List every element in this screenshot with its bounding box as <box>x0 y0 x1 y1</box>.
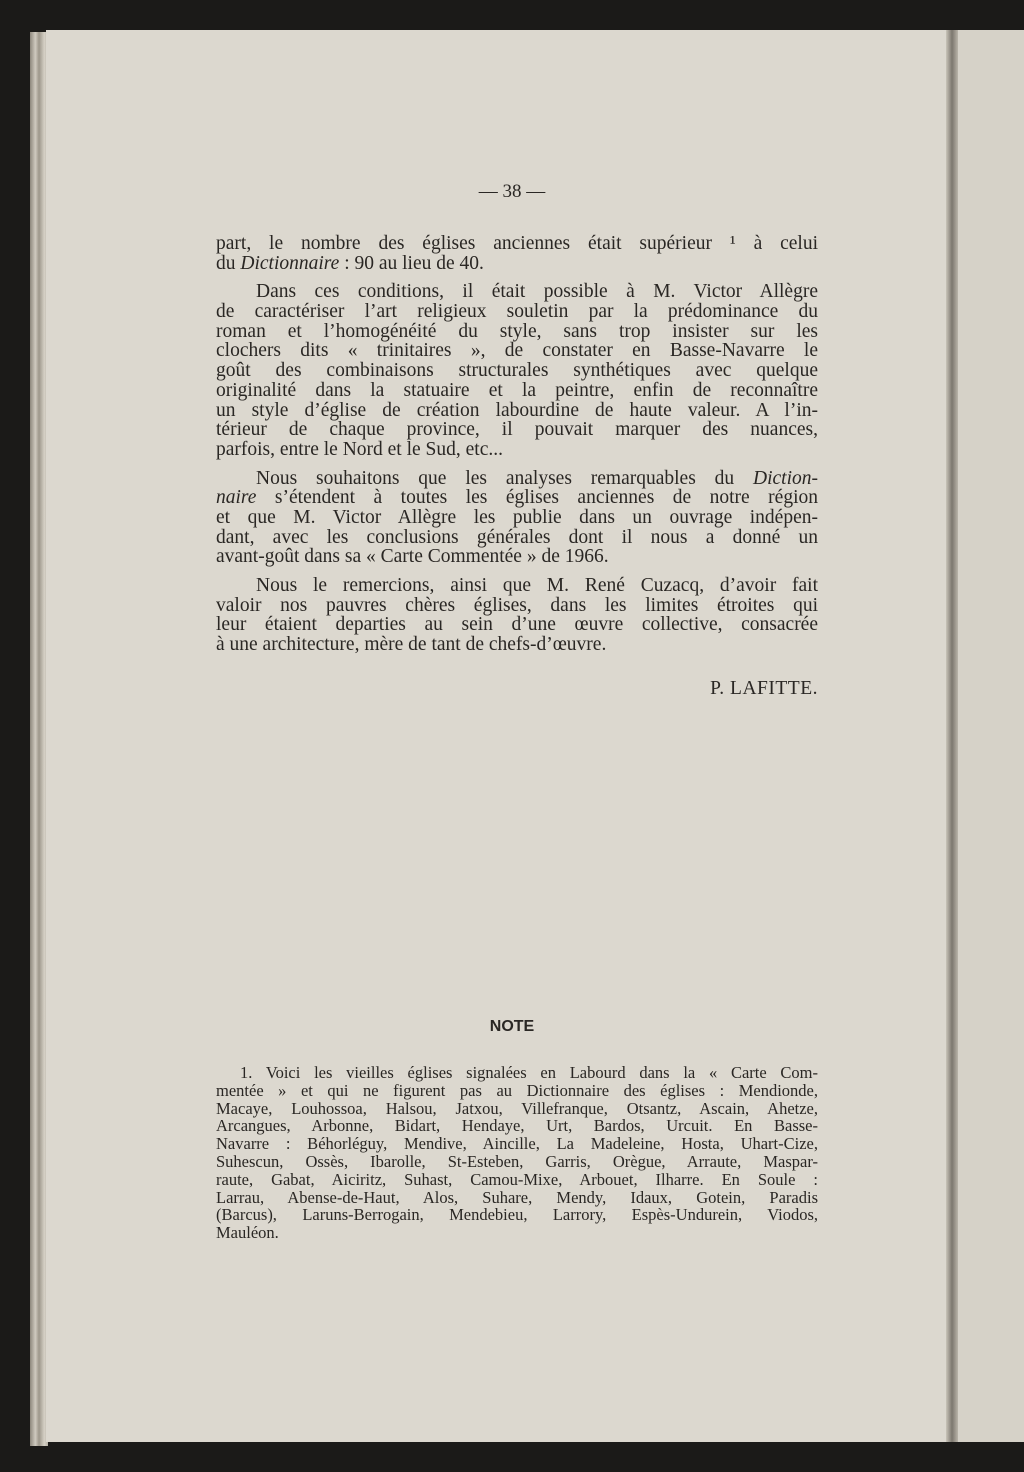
text-line: Dans ces conditions, il était possible à M. Victor Allègre <box>256 281 818 303</box>
text-line: avant-goût dans sa « Carte Commentée » de 1966. <box>216 546 609 568</box>
text-line: du Dictionnaire : 90 au lieu de 40. <box>216 252 484 274</box>
footnote-line: Larrau, Abense-de-Haut, Alos, Suhare, Mendy, Idaux, Gotein, Paradis <box>216 1187 818 1207</box>
text-line: un style d’église de création labourdine de haute valeur. A l’in- <box>216 399 818 421</box>
text-line: roman et l’homogénéité du style, sans trop insister sur les <box>216 320 818 342</box>
main-text <box>216 234 818 655</box>
signature: P. LAFITTE. <box>710 678 818 699</box>
footnote-line: 1. Voici les vieilles églises signalées en Labourd dans la « Carte Com- <box>240 1063 818 1082</box>
paragraph <box>216 576 818 655</box>
footnote-line: Mauléon. <box>216 1223 279 1243</box>
text-line: clochers dits « trinitaires », de constater en Basse-Navarre le <box>216 340 818 362</box>
footnote-line: Navarre : Béhorléguy, Mendive, Aincille, La Madeleine, Hosta, Uhart-Cize, <box>216 1134 818 1154</box>
text-line: Nous le remercions, ainsi que M. René Cuzacq, d’avoir fait <box>256 575 818 596</box>
footnote <box>216 1064 818 1242</box>
text-line: Nous souhaitons que les analyses remarquables du Diction- <box>256 467 818 489</box>
paragraph <box>216 234 818 273</box>
text-line: parfois, entre le Nord et le Sud, etc... <box>216 438 503 460</box>
text-line: part, le nombre des églises anciennes était supérieur ¹ à celui <box>216 233 818 254</box>
text-line: de caractériser l’art religieux souletin par la prédominance du <box>216 301 818 323</box>
text-line: térieur de chaque province, il pouvait marquer des nuances, <box>216 419 818 441</box>
footnote-line: mentée » et qui ne figurent pas au Dictionnaire des églises : Mendionde, <box>216 1080 818 1100</box>
text-line: et que M. Victor Allègre les publie dans un ouvrage indépen- <box>216 506 818 528</box>
text-line: naire s’étendent à toutes les églises anciennes de notre région <box>216 487 818 509</box>
footnote-line: Macaye, Louhossoa, Halsou, Jatxou, Villefranque, Otsantz, Ascain, Ahetze, <box>216 1098 818 1118</box>
note-heading: NOTE <box>489 1018 535 1035</box>
text-line: dant, avec les conclusions générales dont il nous a donné un <box>216 526 818 548</box>
facing-page <box>958 30 1024 1442</box>
footnote-line: raute, Gabat, Aiciritz, Suhast, Camou-Mixe, Arbouet, Ilharre. En Soule : <box>216 1169 818 1189</box>
paragraph <box>216 469 818 567</box>
text-line: à une architecture, mère de tant de chefs-d’œuvre. <box>216 634 607 656</box>
footnote-line: Arcangues, Arbonne, Bidart, Hendaye, Urt, Bardos, Urcuit. En Basse- <box>216 1116 818 1136</box>
text-line: valoir nos pauvres chères églises, dans les limites étroites qui <box>216 594 818 616</box>
text-line: goût des combinaisons structurales synthétiques avec quelque <box>216 360 818 382</box>
book-gutter <box>946 30 958 1442</box>
text-line: originalité dans la statuaire et la peintre, enfin de reconnaître <box>216 379 818 401</box>
page-number: — 38 — <box>478 181 546 202</box>
paragraph <box>216 282 818 459</box>
footnote-line: (Barcus), Laruns-Berrogain, Mendebieu, Larrory, Espès-Undurein, Viodos, <box>216 1205 818 1225</box>
footnote-line: Suhescun, Ossès, Ibarolle, St-Esteben, Garris, Orègue, Arraute, Maspar- <box>216 1151 818 1171</box>
text-line: leur étaient departies au sein d’une œuvre collective, consacrée <box>216 614 818 636</box>
